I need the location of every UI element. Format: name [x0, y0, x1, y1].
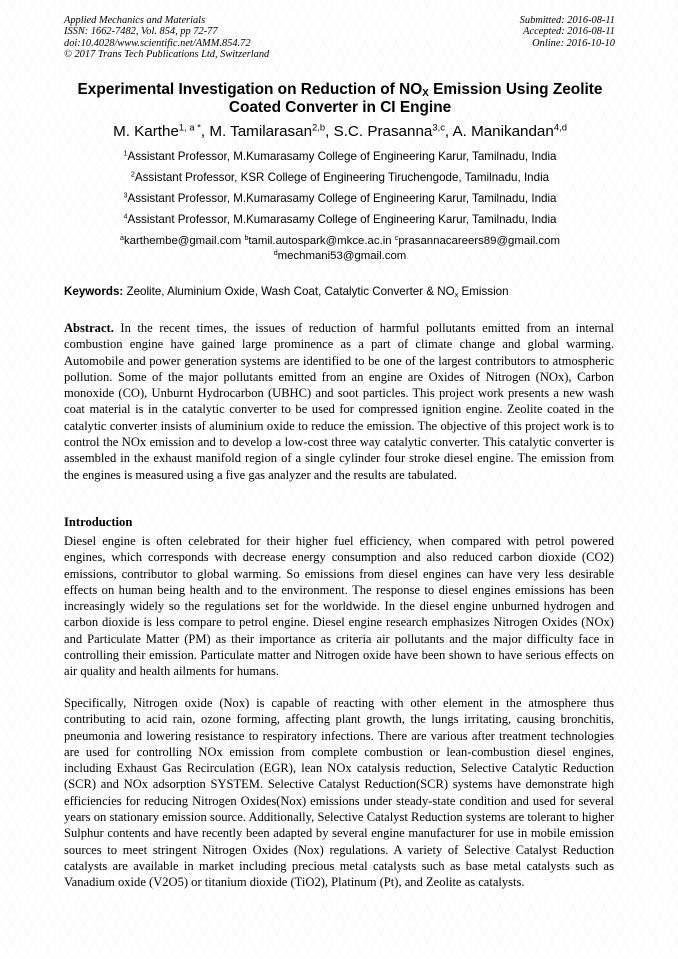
copyright: © 2017 Trans Tech Publications Ltd, Switzerland — [64, 49, 270, 61]
journal-name: Applied Mechanics and Materials — [64, 15, 206, 26]
issn-volume: ISSN: 1662-7482, Vol. 854, pp 72-77 — [64, 26, 218, 38]
section-heading-introduction: Introduction — [64, 515, 133, 529]
author: S.C. Prasanna$^{3,c}$, — [333, 121, 453, 140]
title-part: Emission Using Zeolite — [428, 81, 603, 98]
affiliation: $^3$Assistant Professor, M.Kumarasamy College of Engineering Karur, Tamilnadu, India — [123, 190, 557, 205]
journal-info — [64, 15, 269, 61]
author-list — [40, 122, 640, 142]
affiliation: $^1$Assistant Professor, M.Kumarasamy College of Engineering Karur, Tamilnadu, India — [123, 148, 557, 163]
keywords-text: Emission — [458, 285, 509, 298]
abstract-label: Abstract. — [64, 321, 114, 335]
title-part: Experimental Investigation on Reduction of NO — [77, 81, 423, 98]
keywords-subscript: x — [454, 290, 459, 299]
publication-dates — [520, 15, 615, 49]
author: M. Karthe$^{1, a *}$, — [113, 121, 210, 140]
accepted-date: Accepted: 2016-08-11 — [523, 26, 615, 38]
paper-title — [40, 81, 640, 117]
email[interactable]: $^d$mechmani53@gmail.com — [273, 249, 407, 262]
title-subscript: X — [422, 88, 429, 99]
email[interactable]: $^a$karthembe@gmail.com — [120, 234, 242, 247]
author-emails — [40, 234, 640, 264]
abstract — [64, 320, 614, 483]
introduction-paragraph: Specifically, Nitrogen oxide (Nox) is capable of reacting with other element in the atmosphere thus contributing to acid rain, ozone forming, affecting plant growth, the lungs irritating, causing bronchitis, pneumonia and lowering resistance to respiratory infections. There are various after treatment technologies are used for controlling NOx emission from complete combustion or lean-combustion diesel engines, including Exhaust Gas Recirculation (EGR), lean NOx catalysis reduction, Selective Catalytic Reduction (SCR) and NOx adsorption SYSTEM. Selective Catalyst Reduction(SCR) systems have demonstrate high efficiencies for reducing Nitrogen Oxides(Nox) emissions under steady-state condition and used for several years on stationary emission source. Additionally, Selective Catalyst Reduction systems are tolerant to higher Sulphur contents and have recently been adapted by several engine manufacturer for use in mobile emission sources to meet stringent Nitrogen Oxides (Nox) regulations. A variety of Selective Catalyst Reduction catalysts are available in market including precious metal catalysts such as base metal catalysts such as Vanadium oxide (V2O5) or titanium dioxide (TiO2), Platinum (Pt), and Zeolite as catalysts. — [64, 696, 614, 890]
affiliation: $^2$Assistant Professor, KSR College of Engineering Tiruchengode, Tamilnadu, India — [130, 169, 550, 184]
affiliation: $^4$Assistant Professor, M.Kumarasamy College of Engineering Karur, Tamilnadu, India — [123, 211, 557, 226]
email[interactable]: $^b$tamil.autospark@mkce.ac.in — [244, 234, 392, 247]
author: M. Tamilarasan$^{2,b}$, — [209, 121, 334, 140]
introduction-paragraph: Diesel engine is often celebrated for their higher fuel efficiency, when compared with petrol powered engines, which corresponds with decrease energy consumption and also reduced carbon dioxide (CO2) emissions, contributor to global warming. So emissions from diesel engines can have very less desirable effects on human being health and to the environment. The response to diesel engines emissions has been increasingly widely so the regulations set for the worldwide. In the diesel engine unburned hydrogen and carbon dioxide is less compare to petrol engine. Diesel engine research emphasizes Nitrogen Oxides (NOx) and Particulate Matter (PM) as their importance as criteria air pollutants and the major difficulty face in controlling their emission. Particulate matter and Nitrogen oxide have been shown to have serious effects on air quality and health ailments for humans. — [64, 534, 614, 679]
abstract-text: In the recent times, the issues of reduction of harmful pollutants emitted from an internal combustion engine have gained large prominence as a part of climate change and global warming. Automobile and power generation systems are identified to be one of the largest contributors to atmospheric pollution. Some of the major pollutants emitted from an engine are Oxides of Nitrogen (NOx), Carbon monoxide (CO), Unburnt Hydrocarbon (UBHC) and soot particles. This project work presents a new wash coat material is in the catalytic converter to be used for compressed ignition engine. Zeolite coated in the catalytic converter insists of aluminium oxide to reduce the emission. The objective of this project work is to control the NOx emission and to develop a low-cost three way catalytic converter. This catalytic converter is assembled in the exhaust manifold region of a single cylinder four stroke diesel engine. The emission from the engines is measured using a five gas analyzer and the results are tabulated. — [64, 321, 614, 482]
submitted-date: Submitted: 2016-08-11 — [519, 15, 615, 26]
keywords-text: Zeolite, Aluminium Oxide, Wash Coat, Catalytic Converter & NO — [123, 285, 455, 298]
title-line-2: Coated Converter in CI Engine — [228, 99, 452, 116]
doi: doi:10.4028/www.scientific.net/AMM.854.72 — [64, 37, 251, 49]
author: A. Manikandan$^{4,d}$ — [452, 121, 567, 140]
email[interactable]: $^c$prasannacareers89@gmail.com — [394, 234, 560, 247]
keywords — [64, 285, 624, 299]
keywords-label: Keywords: — [64, 285, 124, 298]
online-date: Online: 2016-10-10 — [532, 37, 615, 49]
